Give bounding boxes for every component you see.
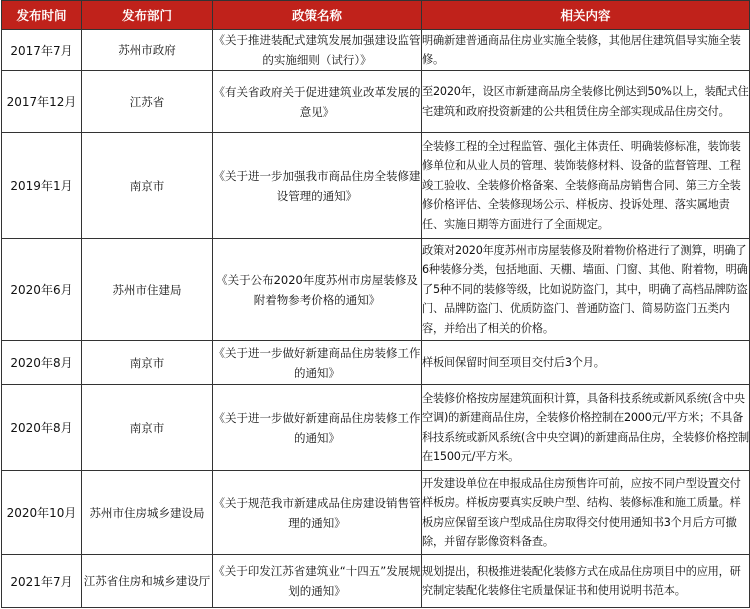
table-row bbox=[2, 555, 750, 608]
cell-dept: 南京市 bbox=[82, 385, 213, 471]
cell-policy-name: 《关于进一步加强我市商品住房全装修建设管理的通知》 bbox=[213, 133, 422, 239]
cell-time: 2017年12月 bbox=[2, 71, 82, 133]
policy-table bbox=[1, 0, 750, 608]
cell-dept: 南京市 bbox=[82, 341, 213, 385]
cell-policy-name: 《关于印发江苏省建筑业“十四五”发展规划的通知》 bbox=[213, 555, 422, 608]
cell-time: 2020年8月 bbox=[2, 341, 82, 385]
cell-policy-name: 《关于进一步做好新建商品住房装修工作的通知》 bbox=[213, 385, 422, 471]
table-row bbox=[2, 471, 750, 555]
cell-content: 至2020年，设区市新建商品房全装修比例达到50%以上，装配式住宅建筑和政府投资新建的公共租赁住房全部实现成品住房交付。 bbox=[422, 71, 750, 133]
cell-content: 明确新建普通商品住房业实施全装修，其他居住建筑倡导实施全装修。 bbox=[422, 30, 750, 71]
cell-time: 2021年7月 bbox=[2, 555, 82, 608]
cell-policy-name: 《关于推进装配式建筑发展加强建设监管的实施细则（试行）》 bbox=[213, 30, 422, 71]
cell-dept: 南京市 bbox=[82, 133, 213, 239]
header-time: 发布时间 bbox=[2, 1, 82, 30]
header-row bbox=[2, 1, 750, 30]
cell-content: 全装修工程的全过程监管、强化主体责任、明确装修标准，装饰装修单位和从业人员的管理、装饰装修材料、设备的监督管理、工程竣工验收、全装修价格备案、全装修商品房销售合同、第三方全装修价格评估、全装修现场公示、样板房、投诉处理、落实属地责任、实施日期等方面进行了全面规定。 bbox=[422, 133, 750, 239]
cell-dept: 江苏省住房和城乡建设厅 bbox=[82, 555, 213, 608]
header-dept: 发布部门 bbox=[82, 1, 213, 30]
header-content: 相关内容 bbox=[422, 1, 750, 30]
cell-time: 2020年10月 bbox=[2, 471, 82, 555]
table-row bbox=[2, 71, 750, 133]
cell-content: 政策对2020年度苏州市房屋装修及附着物价格进行了测算，明确了6种装修分类，包括地面、天棚、墙面、门窗、其他、附着物，明确了5种不同的装修等级，比如说防盗门，其中，明确了高档品牌防盗门、品牌防盗门、优质防盗门、普通防盗门、简易防盗门五类内容，并给出了相关的价格。 bbox=[422, 239, 750, 341]
cell-policy-name: 《关于进一步做好新建商品住房装修工作的通知》 bbox=[213, 341, 422, 385]
cell-content: 规划提出，积极推进装配化装修方式在成品住房项目中的应用，研究制定装配化装修住宅质量保证书和使用说明书范本。 bbox=[422, 555, 750, 608]
table-row bbox=[2, 341, 750, 385]
table-row bbox=[2, 239, 750, 341]
table-row bbox=[2, 30, 750, 71]
cell-dept: 江苏省 bbox=[82, 71, 213, 133]
table-row bbox=[2, 133, 750, 239]
table-body bbox=[2, 30, 750, 608]
cell-content: 开发建设单位在申报成品住房预售许可前，应按不同户型设置交付样板房。样板房要真实反映户型、结构、装修标准和施工质量。样板房应保留至该户型成品住房取得交付使用通知书3个月后方可撤除，并留存影像资料备查。 bbox=[422, 471, 750, 555]
cell-content: 样板间保留时间至项目交付后3个月。 bbox=[422, 341, 750, 385]
cell-time: 2017年7月 bbox=[2, 30, 82, 71]
cell-dept: 苏州市住建局 bbox=[82, 239, 213, 341]
cell-policy-name: 《关于规范我市新建成品住房建设销售管理的通知》 bbox=[213, 471, 422, 555]
table-row bbox=[2, 385, 750, 471]
cell-policy-name: 《关于公布2020年度苏州市房屋装修及附着物参考价格的通知》 bbox=[213, 239, 422, 341]
cell-content: 全装修价格按房屋建筑面积计算，具备科技系统或新风系统(含中央空调)的新建商品住房，全装修价格控制在2000元/平方米；不具备科技系统或新风系统(含中央空调)的新建商品住房，全装修价格控制在1500元/平方米。 bbox=[422, 385, 750, 471]
cell-dept: 苏州市住房城乡建设局 bbox=[82, 471, 213, 555]
header-name: 政策名称 bbox=[213, 1, 422, 30]
cell-time: 2020年6月 bbox=[2, 239, 82, 341]
cell-time: 2019年1月 bbox=[2, 133, 82, 239]
cell-time: 2020年8月 bbox=[2, 385, 82, 471]
cell-dept: 苏州市政府 bbox=[82, 30, 213, 71]
table-header bbox=[2, 1, 750, 30]
cell-policy-name: 《有关省政府关于促进建筑业改革发展的意见》 bbox=[213, 71, 422, 133]
